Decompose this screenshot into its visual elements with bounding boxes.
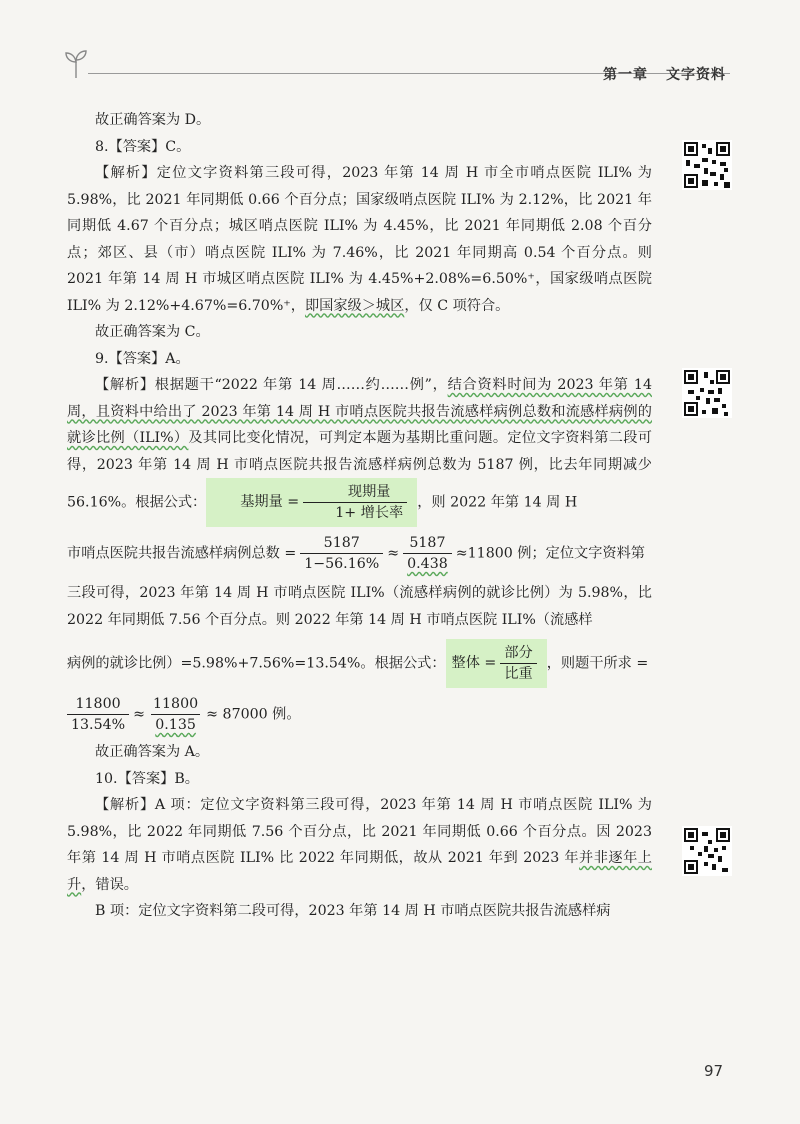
- qr-code-icon[interactable]: [682, 368, 732, 418]
- q9-analysis-2: 三段可得，2023 年第 14 周 H 市哨点医院 ILI%（流感样病例的就诊比例）为 5.98%，比 2022 年同期低 7.56 个百分点。则 2022 年第 14 周 H 市哨点医院 ILI%（流感样: [67, 585, 652, 628]
- q9-analysis: 【解析】根据题干“2022 年第 14 周……约……例”，结合资料时间为 2023 年第 14 周，且资料中给出了 2023 年第 14 周 H 市哨点医院共报告流感样病例总数和流感样病例的就诊比例（ILI%）及其同比变化情况，可判定本题为基期比重问题。定位文字资料第二段可得，2023 年第 14 周 H 市哨点医院共报告流感样病例总数为 5187 例，比去年同期减少 56.16%。根据公式： 基期量 = $\frac{\text{现期量}}{\text{1+ 增长率}}$ ，则 2022 年第 14 周 H: [67, 372, 652, 527]
- page-content: [67, 107, 652, 925]
- q10-analysis-b: B 项：定位文字资料第二段可得，2023 年第 14 周 H 市哨点医院共报告流感样病: [95, 903, 611, 919]
- formula-whole: 整体 = $\frac{\text{部分}}{\text{比重}}$: [446, 639, 547, 688]
- page-number: 97: [704, 1062, 724, 1080]
- q9-analysis-3: 病例的就诊比例）=5.98%+7.56%=13.54%。根据公式： 整体 = $\frac{\text{部分}}{\text{比重}}$ ，则题干所求 =: [67, 639, 652, 688]
- qr-code-icon[interactable]: [682, 826, 732, 876]
- header-rule: [88, 73, 600, 74]
- qr-code-icon[interactable]: [682, 140, 732, 190]
- leaf-icon: [62, 48, 90, 80]
- q8-analysis: 【解析】定位文字资料第三段可得，2023 年第 14 周 H 市全市哨点医院 ILI% 为 5.98%，比 2021 年同期低 0.66 个百分点；国家级哨点医院 ILI% 为 2.12%，比 2021 年同期低 4.67 个百分点；城区哨点医院 ILI% 为 4.45%，比 2021 年同期低 2.08 个百分点；郊区、县（市）哨点医院 ILI% 为 7.46%，比 2021 年同期高 0.54 个百分点。则 2021 年第 14 周 H 市城区哨点医院 ILI% 为 4.45%+2.08%=6.50%⁺，国家级哨点医院 ILI% 为 2.12%+4.67%=6.70%⁺，即国家级＞城区，仅 C 项符合。: [67, 165, 652, 314]
- chapter-header: [603, 64, 726, 84]
- q8-conclusion: 故正确答案为 C。: [95, 324, 210, 340]
- answer-line: 故正确答案为 D。: [95, 112, 211, 128]
- q9-result: $\frac{11800}{13.54\%}$ ≈ $\frac{11800}{0.135}$ ≈ 87000 例。: [67, 694, 652, 735]
- q8-answer: 8.【答案】C。: [95, 138, 191, 155]
- formula-base-period: 基期量 = $\frac{\text{现期量}}{\text{1+ 增长率}}$: [206, 478, 417, 527]
- q10-answer: 10.【答案】B。: [95, 770, 199, 787]
- q9-calculation: 市哨点医院共报告流感样病例总数 = $\frac{5187}{1-56.16\%}$ ≈ $\frac{5187}{0.438}$ ≈11800 例；定位文字资料第: [67, 535, 645, 572]
- q9-answer: 9.【答案】A。: [95, 350, 190, 367]
- chapter-title: 文字资料: [666, 67, 726, 83]
- q9-conclusion: 故正确答案为 A。: [95, 744, 210, 760]
- q10-analysis: 【解析】A 项：定位文字资料第三段可得，2023 年第 14 周 H 市哨点医院 ILI% 为 5.98%，比 2022 年同期低 7.56 个百分点，比 2021 年同期低 0.66 个百分点。因 2023 年第 14 周 H 市哨点医院 ILI% 比 2022 年同期低，故从 2021 年到 2023 年并非逐年上升，错误。: [67, 797, 652, 893]
- chapter-number: 第一章: [603, 67, 648, 83]
